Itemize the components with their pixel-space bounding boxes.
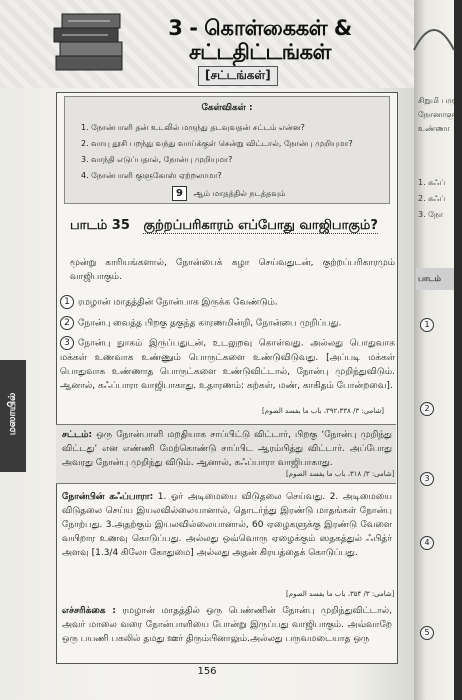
facing-heading: பாடம் — [418, 274, 441, 283]
section-side-tab — [0, 360, 26, 472]
citation: [شامی: ۳/ ۳۱۸، باب ما یفسد الصوم] — [286, 470, 395, 478]
page-number: 156 — [197, 666, 217, 677]
facing-circle-number: 4 — [420, 536, 434, 550]
condition-text: ரமழான் மாதத்தின் நோன்பாக இருக்க வேண்டும். — [78, 297, 278, 308]
question-item: 3. வாந்தி எடுப்பதால், நோன்பு முறியுமா? — [81, 155, 233, 164]
facing-list-line: 1. கஃப் — [418, 178, 446, 187]
condition-number: 3 — [60, 336, 74, 350]
condition-text: நோன்பு நுாகம் இருப்பதுடன், உடலுறவு கொள்வது. அல்லது பொதுவாக மக்கள் உணவாக உண்ணும் பொருட்களை உண்டுவிடுவது. [அப்படி மக்கள் பொதுவாக உண்ணாத பொருட்களை உண்டுவிட்டால், நோன்பு முறிந்துவிடும். ஆனால், கஃப்பாரா வாஜிபாகாது. உதாரணம்: கற்கள், மண், காகிதம் போன்றவை]. — [60, 338, 395, 391]
lesson-intro: மூன்று காரியங்களால், நோன்பைக் கழா செய்வதுடன், குற்றப்பரிகாரமும் வாஜிபாகும். — [70, 258, 395, 282]
rule-body: ஒரு நோன்பாளி மறதியாக சாப்பிட்டு விட்டார், பிறகு ‘நோன்பு முறிந்து விட்டது’ என எண்ணி மேற்கொண்டு சாப்பிட ஆரம்பித்து விட்டார். அப்போது அவரது நோன்பு முறிந்து விடும். ஆனால், கஃப்பாரா வாஜிபாகாது. — [62, 430, 392, 468]
facing-list-line: 2. கஃப் — [418, 194, 446, 203]
facing-text-line: உண்ணா — [418, 124, 450, 133]
facing-page-edge — [414, 0, 462, 700]
questions-heading: கேள்விகள் : — [201, 103, 253, 113]
chapter-title-line1: 3 - கொள்கைகள் & — [168, 16, 352, 40]
condition-item — [60, 295, 395, 310]
chapter-subtitle: [சட்டங்கள்] — [198, 66, 278, 86]
expiation-text — [62, 490, 392, 560]
facing-circle-number: 3 — [420, 472, 434, 486]
facing-text-line: சிறுமி பருவ — [418, 96, 462, 105]
schedule-text: ஆம் மாதத்தில் நடத்தவும் — [193, 189, 286, 198]
expiation-body: 1. ஓர் அடிமையை விடுதலை செய்வது. 2. அடிமையை விடுதலை செய்ய இயலவில்லையானால், தொடர்ந்து இரண்டு மாதங்கள் நோன்பு நோற்பது. 3.அதற்கும் இயலவில்லையானால், 60 ஏழைகளுக்கு இரண்டு வேளை வயிறார உணவு கொடுப்பது. அல்லது ஒவ்வொரு ஏழைக்கும் ஸதகத்துல் ஃபித்ர் அளவு [1.3/4 கிலோ கோதுமை] அல்லது அதன் கிரயத்தைக் கொடுப்பது. — [62, 492, 392, 558]
condition-item — [60, 336, 395, 393]
lesson-heading — [70, 218, 390, 234]
rule-text — [62, 428, 392, 470]
schedule-number: 9 — [172, 186, 187, 201]
expiation-label: நோன்பின் கஃப்பாரா: — [62, 492, 154, 502]
chapter-title-line2: சட்டதிட்டங்கள் — [189, 40, 331, 64]
condition-number: 1 — [60, 295, 74, 309]
question-item: 2. வாயு தூசி பறந்து வந்து வாய்க்குள் சென்று விட்டால், நோன்பு முறியுமா? — [81, 139, 353, 148]
condition-item — [60, 316, 395, 331]
condition-number: 2 — [60, 316, 74, 330]
schedule-note — [172, 186, 285, 201]
citation: [شامی: ۳/ ۳۵۴، باب ما یفسد الصوم] — [286, 590, 395, 598]
rule-label: சட்டம்: — [62, 430, 93, 440]
facing-circle-number: 1 — [420, 318, 434, 332]
side-tab-label: மஸாயில் — [7, 392, 18, 436]
warning-text — [62, 604, 392, 646]
warning-label: எச்சரிக்கை : — [62, 606, 116, 616]
lesson-label: பாடம் 35 — [70, 218, 130, 233]
lesson-title: குற்றப்பரிகாரம் எப்போது வாஜிபாகும்? — [143, 218, 378, 233]
facing-circle-number: 2 — [420, 402, 434, 416]
facing-list-line: 3. நோ — [418, 210, 444, 219]
warning-body: ரமழான் மாதத்தில் ஒரு பெண்ணின் நோன்பு முறிந்துவிட்டால், அவர் மாலை வரை நோன்பாளியை போன்று இருப்பது வாஜிபாகும். அவ்வாறே ஒரு பயணி பகலில் தமது ஊர் திரும்பினாலும்.அல்லது பருவமடையாத ஒரு — [62, 606, 392, 644]
question-item: 1. நோன்பாளி தன் உடலில் மருந்து தடவுவதன் சட்டம் என்ன? — [81, 123, 305, 132]
question-item: 4. நோன்பாளி குளுகோஸ் ஏற்றலாமா? — [81, 171, 222, 180]
books-illustration — [50, 10, 132, 80]
citation: [شامی: ۳/ ۳۹۲،۳۳۸، باب ما یفسد الصوم] — [262, 407, 385, 415]
chapter-title — [140, 16, 380, 64]
facing-circle-number: 5 — [420, 626, 434, 640]
arch-ornament — [414, 0, 454, 60]
condition-text: நோன்பு வைத்த பிறகு தகுந்த காரணமின்றி, நோன்பை முறிப்பது. — [78, 318, 342, 329]
facing-text-line: நோனாளு — [418, 110, 456, 119]
